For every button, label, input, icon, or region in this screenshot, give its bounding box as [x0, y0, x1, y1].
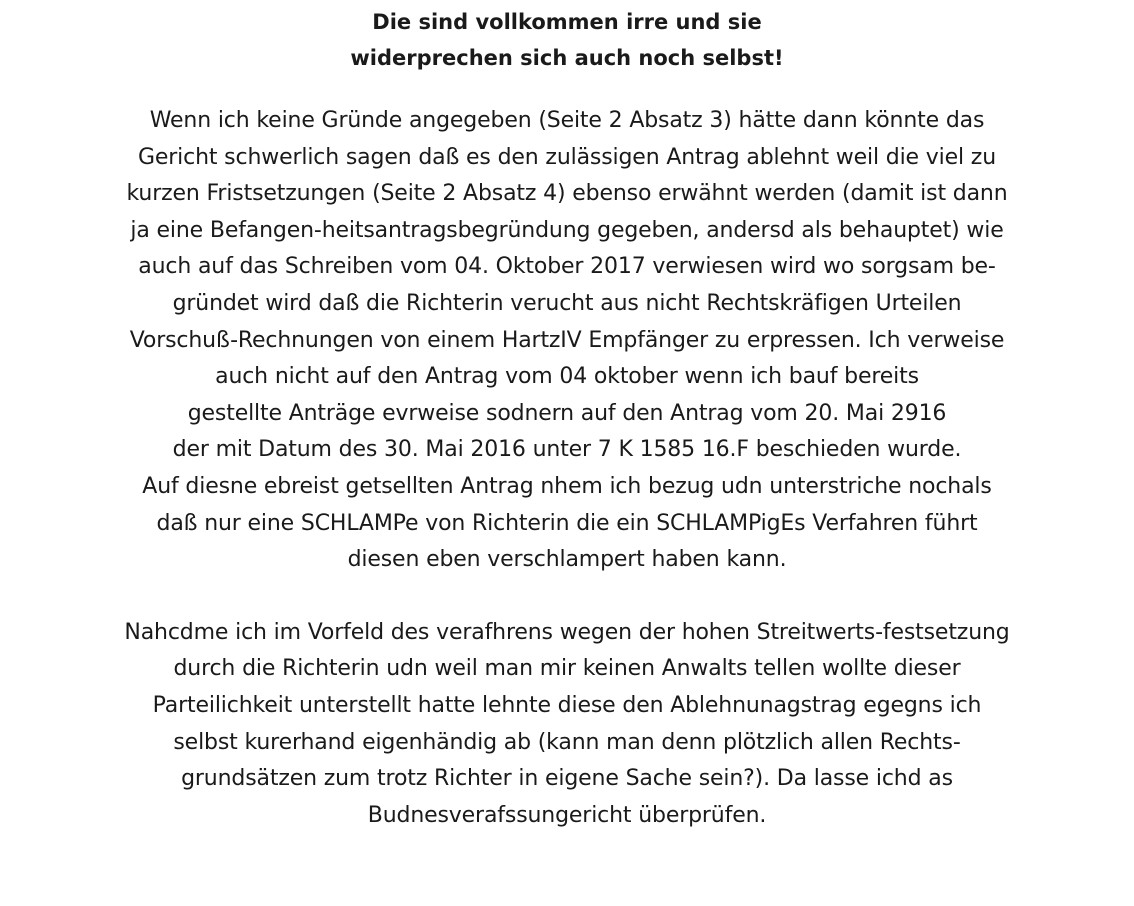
paragraph-2-line: Nahcdme ich im Vorfeld des verafhrens wegen der hohen Streitwerts-festsetzung [124, 619, 1010, 645]
paragraph-1-line: auch nicht auf den Antrag vom 04 oktober wenn ich bauf bereits [215, 364, 919, 390]
paragraph-2 [0, 615, 1134, 835]
paragraph-1-line: Wenn ich keine Gründe angegeben (Seite 2 Absatz 3) hätte dann könnte das [149, 108, 985, 133]
document-title [0, 0, 1134, 76]
paragraph-1-line: Gericht schwerlich sagen daß es den zulässigen Antrag ablehnt weil die viel zu [137, 144, 996, 170]
paragraph-1-line: Vorschuß-Rechnungen von einem HartzIV Empfänger zu erpressen. Ich verweise [129, 327, 1005, 353]
paragraph-2-line: durch die Richterin udn weil man mir keinen Anwalts tellen wollte dieser [173, 656, 961, 682]
title-line-2: widerprechen sich auch noch selbst! [350, 46, 784, 70]
paragraph-2-line: Budnesverafssungericht überprüfen. [367, 802, 767, 828]
paragraph-2-line: Parteilichkeit unterstellt hatte lehnte diese den Ablehnunagstrag egegns ich [152, 692, 982, 718]
paragraph-1-line: daß nur eine SCHLAMPe von Richterin die ein SCHLAMPigEs Verfahren führt [156, 510, 978, 536]
paragraph-1-line: kurzen Fristsetzungen (Seite 2 Absatz 4) ebenso erwähnt werden (damit ist dann [126, 181, 1008, 207]
paragraph-1-line: Auf diesne ebreist getsellten Antrag nhem ich bezug udn unterstriche nochals [142, 473, 992, 499]
paragraph-1-line: ja eine Befangen-heitsantragsbegründung gegeben, andersd als behauptet) wie [130, 217, 1004, 243]
paragraph-1-line: diesen eben verschlampert haben kann. [347, 547, 787, 573]
title-line-1: Die sind vollkommen irre und sie [372, 10, 762, 34]
paragraph-1-line: der mit Datum des 30. Mai 2016 unter 7 K 1585 16.F beschieden wurde. [172, 437, 962, 463]
paragraph-1-line: gründet wird daß die Richterin vеrucht aus nicht Rechtskräfigen Urteilen [172, 290, 962, 316]
paragraph-1 [0, 103, 1134, 579]
paragraph-2-line: selbst kurerhand eigenhändig ab (kann man denn plötzlich allen Rechts- [173, 729, 961, 755]
paragraph-1-line: gestellte Anträge evrweise sodnern auf den Antrag vom 20. Mai 2916 [187, 400, 947, 426]
paragraph-2-line: grundsätzen zum trotz Richter in eigene Sache sein?). Da lasse ichd as [181, 766, 953, 792]
paragraph-1-line: auch auf das Schreiben vom 04. Oktober 2017 verwiesen wird wo sorgsam be- [138, 254, 996, 280]
